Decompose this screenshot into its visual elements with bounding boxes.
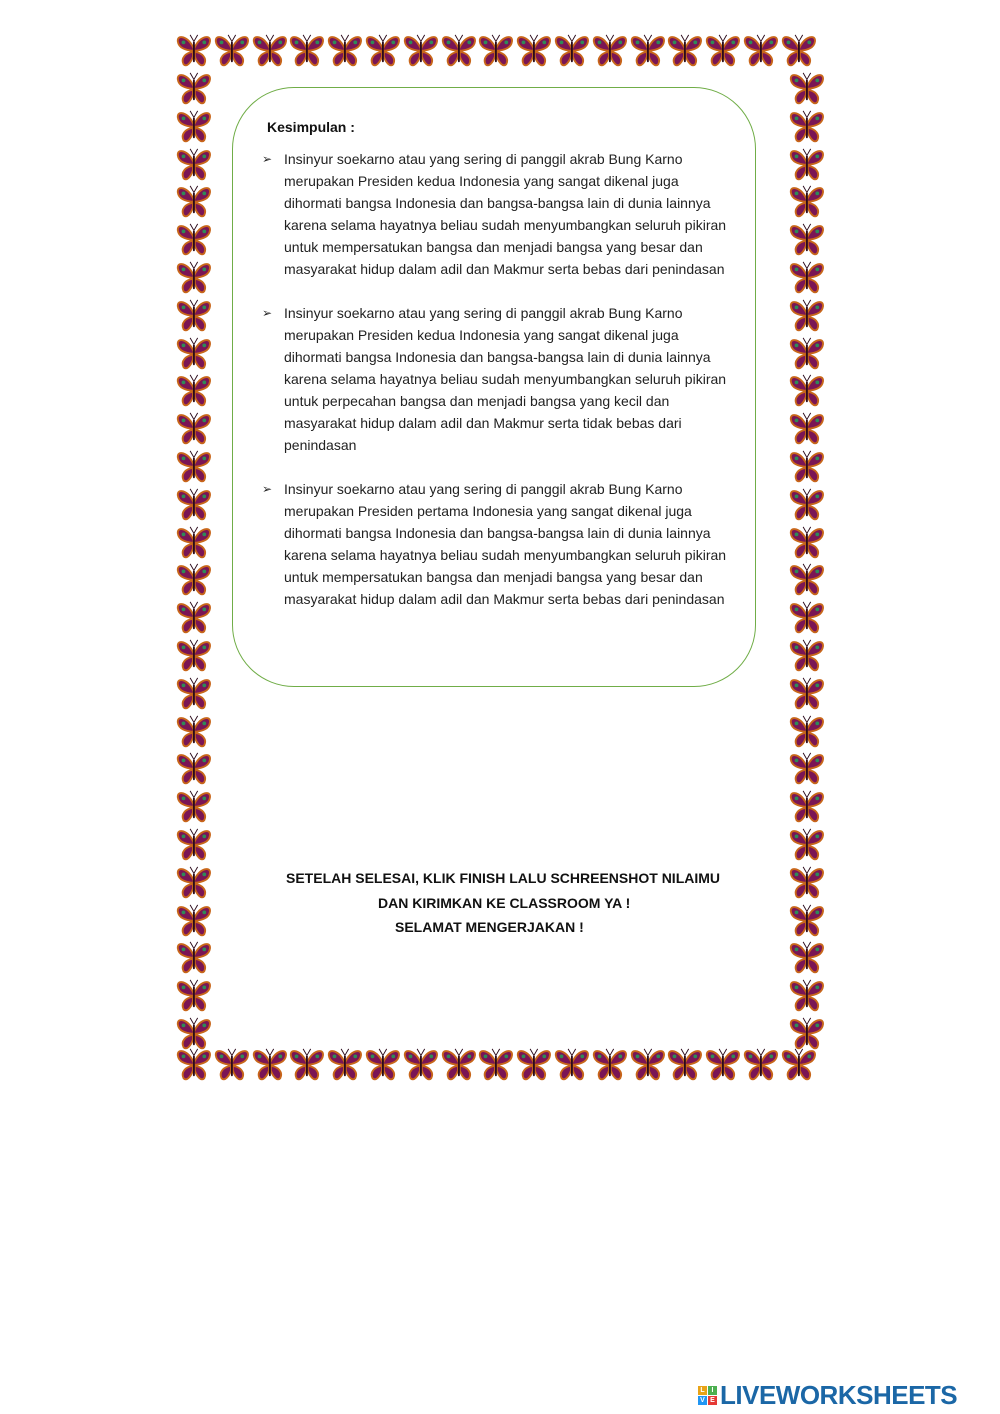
butterfly-icon: [742, 32, 780, 70]
butterfly-icon: [591, 1046, 629, 1084]
arrow-bullet-icon: ➢: [262, 482, 273, 496]
butterfly-icon: [440, 1046, 478, 1084]
butterfly-icon: [788, 183, 826, 221]
instruction-line-2: DAN KIRIMKAN KE CLASSROOM YA !: [378, 894, 631, 911]
butterfly-icon: [175, 788, 213, 826]
butterfly-icon: [788, 335, 826, 373]
butterfly-icon: [780, 32, 818, 70]
butterfly-icon: [788, 977, 826, 1015]
butterfly-icon: [477, 1046, 515, 1084]
butterfly-icon: [402, 32, 440, 70]
butterfly-icon: [788, 70, 826, 108]
butterfly-icon: [175, 902, 213, 940]
butterfly-icon: [788, 750, 826, 788]
butterfly-icon: [175, 1015, 213, 1053]
butterfly-icon: [553, 32, 591, 70]
butterfly-icon: [788, 1015, 826, 1053]
butterfly-icon: [175, 599, 213, 637]
butterfly-icon: [704, 1046, 742, 1084]
butterfly-icon: [788, 788, 826, 826]
butterfly-icon: [364, 32, 402, 70]
butterfly-icon: [175, 561, 213, 599]
butterfly-icon: [788, 259, 826, 297]
option-item-1[interactable]: [262, 148, 732, 280]
butterfly-icon: [591, 32, 629, 70]
butterfly-border-right: [788, 70, 826, 1053]
butterfly-icon: [175, 675, 213, 713]
butterfly-icon: [629, 32, 667, 70]
logo-letter-e: E: [708, 1396, 717, 1405]
butterfly-icon: [175, 410, 213, 448]
butterfly-border-left: [175, 70, 213, 1053]
butterfly-icon: [629, 1046, 667, 1084]
butterfly-icon: [175, 335, 213, 373]
option-text-2[interactable]: Insinyur soekarno atau yang sering di panggil akrab Bung Karno merupakan Presiden kedua Indonesia yang sangat dikenal juga dihormati bangsa Indonesia dan bangsa-bangsa lain di dunia lainnya karena selama hayatnya beliau sudah menyumbangkan seluruh pikiran untuk perpecahan bangsa dan menjadi bangsa yang kecil dan masyarakat hidup dalam adil dan Makmur serta tidak bebas dari penindasan: [284, 305, 727, 453]
logo-blocks-icon: [698, 1386, 717, 1405]
butterfly-icon: [175, 372, 213, 410]
butterfly-icon: [402, 1046, 440, 1084]
butterfly-icon: [288, 32, 326, 70]
butterfly-icon: [213, 32, 251, 70]
butterfly-icon: [175, 221, 213, 259]
butterfly-icon: [704, 32, 742, 70]
butterfly-icon: [788, 599, 826, 637]
butterfly-icon: [515, 32, 553, 70]
butterfly-icon: [251, 1046, 289, 1084]
butterfly-icon: [175, 864, 213, 902]
butterfly-icon: [788, 939, 826, 977]
butterfly-icon: [213, 1046, 251, 1084]
arrow-bullet-icon: ➢: [262, 306, 273, 320]
butterfly-icon: [553, 1046, 591, 1084]
butterfly-icon: [364, 1046, 402, 1084]
butterfly-icon: [175, 637, 213, 675]
conclusion-heading: Kesimpulan :: [267, 119, 355, 135]
butterfly-icon: [175, 939, 213, 977]
butterfly-icon: [515, 1046, 553, 1084]
butterfly-icon: [788, 486, 826, 524]
butterfly-icon: [440, 32, 478, 70]
butterfly-icon: [666, 1046, 704, 1084]
butterfly-icon: [175, 713, 213, 751]
butterfly-icon: [175, 32, 213, 70]
butterfly-icon: [788, 826, 826, 864]
butterfly-icon: [175, 297, 213, 335]
logo-letter-i: I: [708, 1386, 717, 1395]
butterfly-icon: [175, 448, 213, 486]
butterfly-icon: [788, 108, 826, 146]
butterfly-icon: [788, 864, 826, 902]
instruction-line-1: SETELAH SELESAI, KLIK FINISH LALU SCHREENSHOT NILAIMU: [286, 870, 721, 886]
butterfly-icon: [175, 146, 213, 184]
butterfly-icon: [788, 637, 826, 675]
butterfly-icon: [742, 1046, 780, 1084]
butterfly-icon: [788, 146, 826, 184]
butterfly-icon: [326, 1046, 364, 1084]
butterfly-icon: [175, 977, 213, 1015]
butterfly-border-bottom: [175, 1046, 818, 1084]
butterfly-icon: [666, 32, 704, 70]
butterfly-icon: [175, 486, 213, 524]
butterfly-icon: [175, 70, 213, 108]
instructions-block: [270, 866, 780, 940]
instruction-line-3: SELAMAT MENGERJAKAN !: [395, 919, 584, 935]
butterfly-icon: [288, 1046, 326, 1084]
butterfly-icon: [788, 902, 826, 940]
option-item-3[interactable]: [262, 478, 732, 610]
option-text-3[interactable]: Insinyur soekarno atau yang sering di panggil akrab Bung Karno merupakan Presiden pertama Indonesia yang sangat dikenal juga dihormati bangsa Indonesia dan bangsa-bangsa lain di dunia lainnya karena selama hayatnya beliau sudah menyumbangkan seluruh pikiran untuk mempersatukan bangsa dan menjadi bangsa yang besar dan masyarakat hidup dalam adil dan Makmur serta bebas dari penindasan: [284, 481, 727, 607]
arrow-bullet-icon: ➢: [262, 152, 273, 166]
option-text-1[interactable]: Insinyur soekarno atau yang sering di panggil akrab Bung Karno merupakan Presiden kedua Indonesia yang sangat dikenal juga dihormati bangsa Indonesia dan bangsa-bangsa lain di dunia lainnya karena selama hayatnya beliau sudah menyumbangkan seluruh pikiran untuk mempersatukan bangsa dan menjadi bangsa yang besar dan masyarakat hidup dalam adil dan Makmur serta bebas dari penindasan: [284, 151, 727, 277]
liveworksheets-logo[interactable]: [698, 1381, 957, 1409]
butterfly-icon: [175, 183, 213, 221]
butterfly-icon: [788, 561, 826, 599]
option-item-2[interactable]: [262, 302, 732, 456]
butterfly-icon: [788, 372, 826, 410]
butterfly-icon: [175, 826, 213, 864]
butterfly-icon: [326, 32, 364, 70]
logo-letter-v: V: [698, 1396, 707, 1405]
butterfly-icon: [175, 259, 213, 297]
butterfly-icon: [175, 524, 213, 562]
butterfly-icon: [788, 448, 826, 486]
butterfly-icon: [788, 524, 826, 562]
butterfly-icon: [788, 297, 826, 335]
logo-letter-l: L: [698, 1386, 707, 1395]
butterfly-icon: [788, 410, 826, 448]
conclusion-options: [262, 148, 732, 632]
butterfly-icon: [788, 221, 826, 259]
butterfly-icon: [251, 32, 289, 70]
logo-text: LIVEWORKSHEETS: [720, 1380, 958, 1410]
butterfly-icon: [477, 32, 515, 70]
butterfly-icon: [788, 713, 826, 751]
butterfly-border-top: [175, 32, 818, 70]
butterfly-icon: [175, 108, 213, 146]
butterfly-icon: [788, 675, 826, 713]
butterfly-icon: [175, 750, 213, 788]
